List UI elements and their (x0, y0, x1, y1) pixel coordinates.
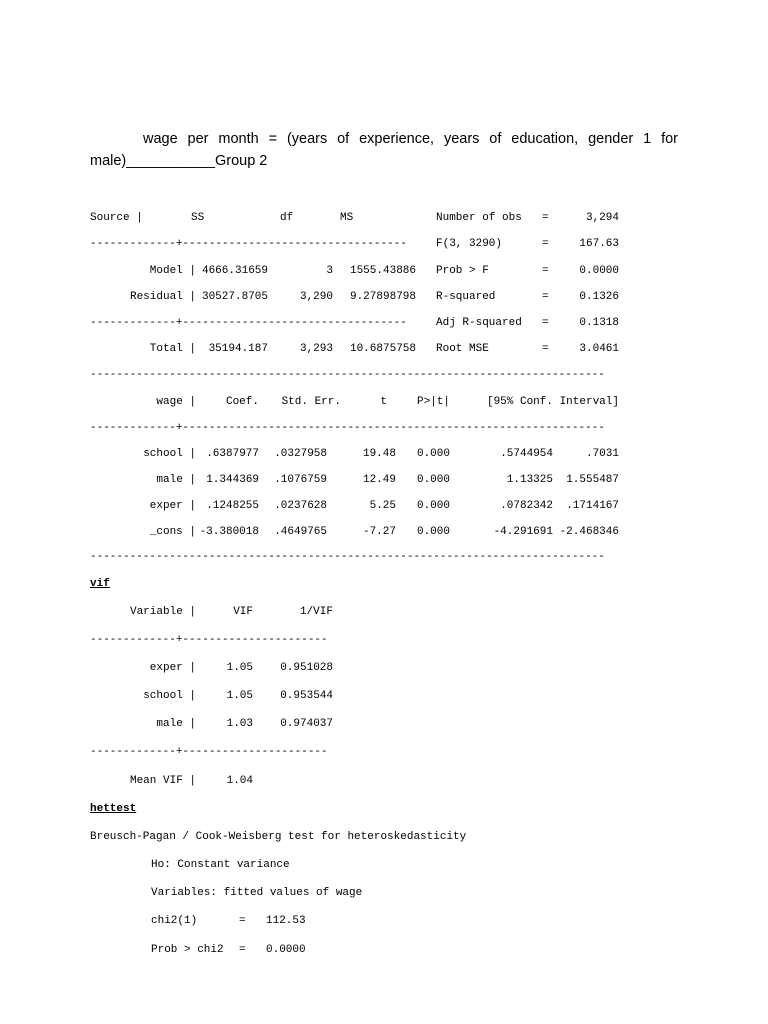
hettest-chi2-eq: = (239, 915, 246, 927)
coef-row-se: .4649765 (274, 526, 327, 538)
long-rule: ------------------------------------------------------------------------------ (90, 551, 605, 563)
coef-row-ci-upper: 1.555487 (566, 474, 619, 486)
anova-row-ss: 4666.31659 (201, 265, 268, 277)
stat-eq: = (542, 317, 549, 329)
coef-row-ci-upper: -2.468346 (559, 526, 619, 538)
coef-row-se: .1076759 (274, 474, 327, 486)
vif-header-inv: 1/VIF (299, 606, 333, 618)
coef-row-ci-lower: -4.291691 (493, 526, 553, 538)
coef-header-coef: Coef. (225, 396, 259, 408)
vif-row-var: male | (156, 718, 196, 730)
anova-row-source: Model | (149, 265, 196, 277)
stat-value: 3,294 (585, 212, 619, 224)
vif-row-inv: 0.974037 (280, 718, 333, 730)
stat-eq: = (542, 343, 549, 355)
coef-row-coef: -3.380018 (199, 526, 259, 538)
coef-row-coef: 1.344369 (206, 474, 259, 486)
coef-row-ci-lower: 1.13325 (506, 474, 553, 486)
anova-row-df: 3,290 (299, 291, 333, 303)
anova-row-ss: 35194.187 (208, 343, 268, 355)
heading-line-2: male)___________Group 2 (90, 153, 268, 169)
stat-value: 0.0000 (579, 265, 619, 277)
coef-row-ci-lower: .5744954 (500, 448, 553, 460)
long-rule: ------------------------------------------------------------------------------ (90, 369, 605, 381)
stat-eq: = (542, 212, 549, 224)
hettest-hypothesis: Ho: Constant variance (151, 859, 290, 871)
document-heading (90, 128, 678, 172)
vif-row-vif: 1.03 (226, 718, 253, 730)
stat-value: 3.0461 (579, 343, 619, 355)
coef-row-p: 0.000 (416, 474, 450, 486)
coef-row-p: 0.000 (416, 526, 450, 538)
anova-separator: -------------+---------------------------------- (90, 238, 407, 250)
coef-row-t: 19.48 (362, 448, 396, 460)
hettest-description: Breusch-Pagan / Cook-Weisberg test for heteroskedasticity (90, 831, 467, 843)
coef-row-p: 0.000 (416, 448, 450, 460)
coef-row-ci-lower: .0782342 (500, 500, 553, 512)
anova-row-df: 3,293 (299, 343, 333, 355)
anova-header-ms: MS (340, 212, 354, 224)
anova-row-source: Total | (149, 343, 196, 355)
coef-row-var: school | (143, 448, 196, 460)
anova-row-ms: 9.27898798 (349, 291, 416, 303)
coef-header-var: wage | (156, 396, 196, 408)
stat-eq: = (542, 265, 549, 277)
vif-row-var: school | (143, 690, 196, 702)
vif-mean-label: Mean VIF | (129, 775, 196, 787)
anova-separator: -------------+---------------------------------- (90, 317, 407, 329)
stat-label: R-squared (436, 291, 496, 303)
coef-row-ci-upper: .1714167 (566, 500, 619, 512)
anova-header-source: Source | (90, 212, 143, 224)
vif-row-inv: 0.951028 (280, 662, 333, 674)
coef-header-t: t (380, 396, 387, 408)
coef-header-p: P>|t| (416, 396, 450, 408)
coef-row-var: _cons | (149, 526, 196, 538)
hettest-prob-label: Prob > chi2 (151, 944, 224, 956)
anova-row-ms: 10.6875758 (349, 343, 416, 355)
coef-row-coef: .1248255 (206, 500, 259, 512)
stat-value: 167.63 (579, 238, 619, 250)
coef-row-var: exper | (149, 500, 196, 512)
coef-row-t: 5.25 (369, 500, 396, 512)
coef-row-var: male | (156, 474, 196, 486)
coef-header-se: Std. Err. (281, 396, 341, 408)
stat-label: Adj R-squared (436, 317, 522, 329)
anova-row-ms: 1555.43886 (349, 265, 416, 277)
stat-label: Prob > F (436, 265, 489, 277)
stat-label: Root MSE (436, 343, 489, 355)
hettest-title: hettest (90, 803, 137, 815)
coef-separator: -------------+---------------------------------------------------------------- (90, 422, 605, 434)
stat-value: 0.1326 (579, 291, 619, 303)
vif-mean-value: 1.04 (226, 775, 253, 787)
hettest-prob-value: 0.0000 (266, 944, 306, 956)
stat-eq: = (542, 238, 549, 250)
anova-row-ss: 30527.8705 (201, 291, 268, 303)
anova-row-df: 3 (326, 265, 333, 277)
vif-row-vif: 1.05 (226, 662, 253, 674)
vif-separator: -------------+---------------------- (90, 746, 328, 758)
stat-eq: = (542, 291, 549, 303)
stat-label: F(3, 3290) (436, 238, 503, 250)
vif-row-var: exper | (149, 662, 196, 674)
coef-header-ci: [95% Conf. Interval] (486, 396, 619, 408)
stat-label: Number of obs (436, 212, 522, 224)
vif-row-inv: 0.953544 (280, 690, 333, 702)
coef-row-coef: .6387977 (206, 448, 259, 460)
vif-header-var: Variable | (129, 606, 196, 618)
stat-value: 0.1318 (579, 317, 619, 329)
coef-row-t: -7.27 (362, 526, 396, 538)
coef-row-ci-upper: .7031 (585, 448, 619, 460)
hettest-prob-eq: = (239, 944, 246, 956)
hettest-variables: Variables: fitted values of wage (151, 887, 363, 899)
anova-header-ss: SS (191, 212, 205, 224)
anova-row-source: Residual | (129, 291, 196, 303)
coef-row-se: .0327958 (274, 448, 327, 460)
vif-row-vif: 1.05 (226, 690, 253, 702)
vif-separator: -------------+---------------------- (90, 634, 328, 646)
hettest-chi2-value: 112.53 (266, 915, 306, 927)
anova-header-df: df (280, 212, 294, 224)
heading-line-1: wage per month = (years of experience, years of education, gender 1 for (143, 131, 678, 147)
vif-title: vif (90, 578, 110, 590)
coef-row-p: 0.000 (416, 500, 450, 512)
hettest-chi2-label: chi2(1) (151, 915, 198, 927)
coef-row-t: 12.49 (362, 474, 396, 486)
vif-header-vif: VIF (233, 606, 253, 618)
coef-row-se: .0237628 (274, 500, 327, 512)
